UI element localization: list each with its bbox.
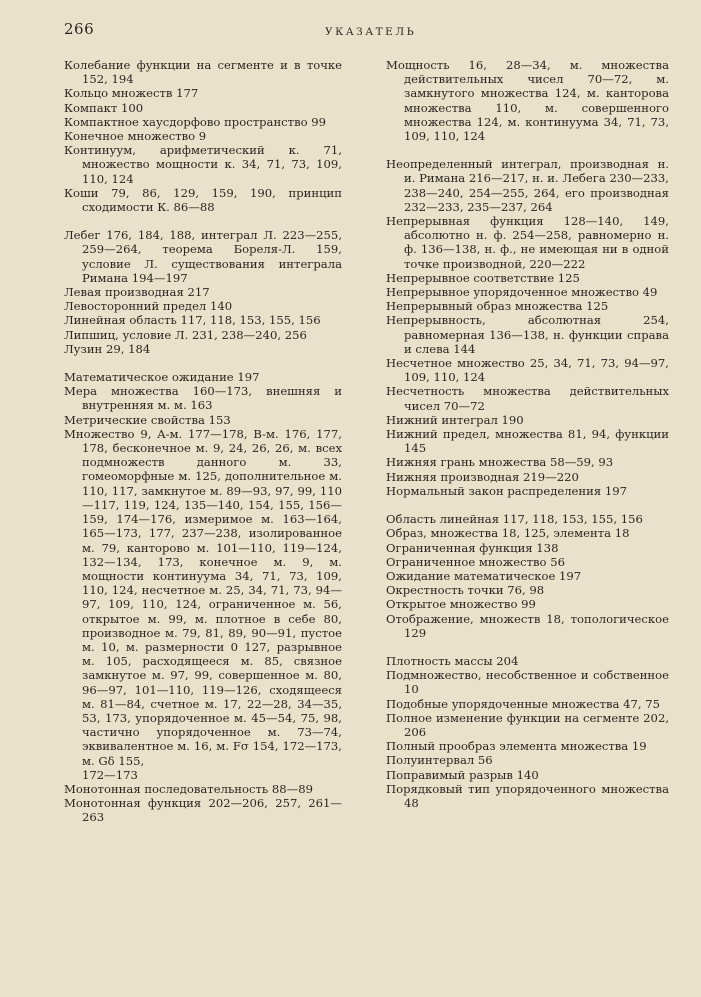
index-entry: Нормальный закон распределения 197: [386, 483, 628, 498]
index-entry: Лебег 176, 184, 188, интеграл Л. 223—255, 259—264, теорема Бореля-Л. 159, условие Л. существования интеграла Римана 194—197: [64, 228, 342, 285]
index-entry: Область линейная 117, 118, 153, 155, 156: [386, 512, 643, 527]
index-entry: Неопределенный интеграл, производная н. и. Римана 216—217, н. и. Лебега 230—233, 238—240, 254—255, 264, его производная 232—233, 235—237, 264: [386, 157, 669, 214]
index-entry: Нижняя производная 219—220: [386, 469, 579, 484]
index-entry: Нижняя грань множества 58—59, 93: [386, 455, 614, 470]
index-entry: Континуум, арифметический к. 71, множество мощности к. 34, 71, 73, 109, 110, 124: [64, 143, 342, 186]
index-entry: Поправимый разрыв 140: [386, 767, 539, 782]
index-entry: Полный прообраз элемента множества 19: [386, 739, 647, 754]
left-column: [64, 58, 342, 825]
index-entry: Несчетность множества действительных чисел 70—72: [386, 384, 669, 413]
index-entry: Несчетное множество 25, 34, 71, 73, 94—97, 109, 110, 124: [386, 356, 669, 385]
entry-group-m: [64, 370, 342, 825]
entry-group-p: [386, 654, 669, 810]
index-entry: Метрические свойства 153: [64, 412, 231, 427]
index-entry: Кольцо множеств 177: [64, 86, 199, 101]
index-entry: Компактное хаусдорфово пространство 99: [64, 114, 327, 129]
running-title: УКАЗАТЕЛЬ: [325, 26, 417, 38]
index-entry: Подобные упорядоченные множества 47, 75: [386, 696, 660, 711]
right-column: [386, 58, 669, 810]
index-entry: Линейная область 117, 118, 153, 155, 156: [64, 313, 321, 328]
index-entry: Левосторонний предел 140: [64, 299, 233, 314]
index-entry: Ожидание математическое 197: [386, 568, 582, 583]
index-entry: Колебание функции на сегменте и в точке 152, 194: [64, 58, 342, 87]
index-entry: Нижний предел, множества 81, 94, функции 145: [386, 427, 669, 456]
index-entry: Открытое множество 99: [386, 597, 536, 612]
index-entry: Подмножество, несобственное и собственное 10: [386, 668, 669, 697]
entry-group-o: [386, 512, 669, 640]
entry-group-k: [64, 58, 342, 214]
index-entry: Мера множества 160—173, внешняя и внутренняя м. м. 163: [64, 384, 342, 413]
index-entry: Полное изменение функции на сегменте 202, 206: [386, 710, 669, 739]
index-entry: Непрерывность, абсолютная 254, равномерная 136—138, н. функции справа и слева 144: [386, 313, 669, 356]
entry-group-n: [386, 157, 669, 498]
index-entry: Полуинтервал 56: [386, 753, 493, 768]
index-entry: Нижний интеграл 190: [386, 412, 524, 427]
entry-group-l: [64, 228, 342, 356]
entry-group-m-cont: [386, 58, 669, 143]
index-entry: Монотонная функция 202—206, 257, 261—263: [64, 796, 342, 825]
index-entry: Образ, множества 18, 125, элемента 18: [386, 526, 630, 541]
index-entry: Отображение, множеств 18, топологическое 129: [386, 611, 669, 640]
index-entry: Порядковый тип упорядоченного множества 48: [386, 781, 669, 810]
page-number: 266: [64, 20, 95, 38]
index-entry: Компакт 100: [64, 100, 144, 115]
index-entry: Лузин 29, 184: [64, 341, 151, 356]
index-entry: Левая производная 217: [64, 285, 210, 300]
index-entry: Множество 9, A-м. 177—178, B-м. 176, 177, 178, бесконечное м. 9, 24, 26, 26, м. всех подмножеств данного м. 33, гомеоморфные м. 125, дополнительное м. 110, 117, замкнутое м. 89—93, 97, 99, 110—117, 119, 124, 135—140, 154, 155, 156—159, 174—176, измеримое м. 163—164, 165—173, 177, 237—238, изолированное м. 79, канторово м. 101—110, 119—124, 132—134, 173, конечное м. 9, м. мощности континуума 34, 71, 73, 109, 110, 124, несчетное м. 25, 34, 71, 73, 94—97, 109, 110, 124, ограниченное м. 56, открытое м. 99, м. плотное в себе 80, производное м. 79, 81, 89, 90—91, пустое м. 10, м. размерности 0 127, разрывное м. 105, расходящееся м. 85, связное замкнутое м. 97, 99, совершенное м. 80, 96—97, 101—110, 119—126, сходящееся м. 81—84, счетное м. 17, 22—28, 34—35, 53, 173, упорядоченное м. 45—54, 75, 98, частично упорядоченное м. 73—74, эквивалентное м. 16, м. Fσ 154, 172—173, м. Gδ 155,: [64, 426, 342, 768]
index-entry-continuation: 172—173: [82, 767, 138, 782]
index-entry: Окрестность точки 76, 98: [386, 583, 545, 598]
index-entry: Липшиц, условие Л. 231, 238—240, 256: [64, 327, 307, 342]
index-entry: Монотонная последовательность 88—89: [64, 781, 313, 796]
index-entry: Непрерывная функция 128—140, 149, абсолютно н. ф. 254—258, равномерно н. ф. 136—138, н. ф., не имеющая ни в одной точке производной, 220—222: [386, 214, 669, 271]
index-entry: Непрерывное соответствие 125: [386, 270, 580, 285]
index-entry: Ограниченная функция 138: [386, 540, 559, 555]
index-entry: Коши 79, 86, 129, 159, 190, принцип сходимости К. 86—88: [64, 185, 342, 215]
index-entry: Ограниченное множество 56: [386, 554, 565, 569]
index-entry: Непрерывный образ множества 125: [386, 299, 609, 314]
index-entry: Мощность 16, 28—34, м. множества действительных чисел 70—72, м. замкнутого множества 124, м. канторова множества 110, м. совершенного множества 124, м. континуума 34, 71, 73, 109, 110, 124: [386, 58, 669, 144]
index-entry: Конечное множество 9: [64, 129, 207, 144]
index-entry: Математическое ожидание 197: [64, 370, 260, 385]
index-entry: Плотность массы 204: [386, 653, 519, 668]
index-entry: Непрерывное упорядоченное множество 49: [386, 285, 658, 300]
